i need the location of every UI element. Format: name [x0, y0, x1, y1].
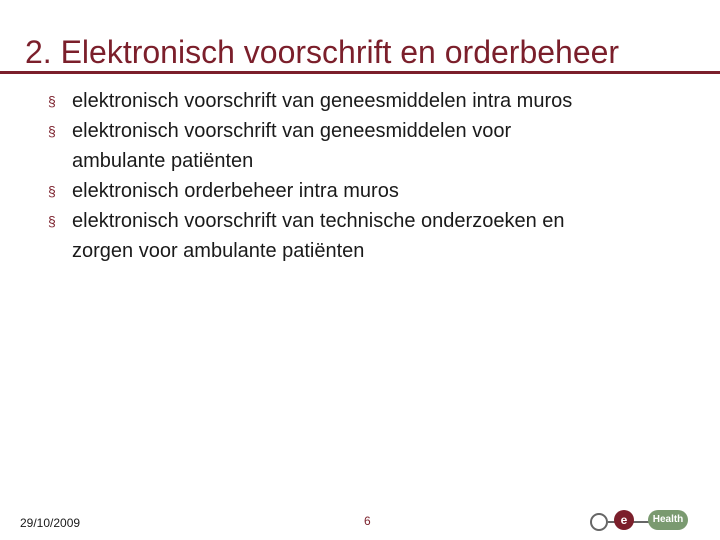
logo-e-badge: e [614, 510, 634, 530]
bullet-marker-icon: § [48, 93, 56, 109]
bullet-item [48, 116, 698, 176]
bullet-text: elektronisch orderbeheer intra muros [72, 180, 399, 202]
bullet-marker-icon: § [48, 213, 56, 229]
ehealth-logo [590, 508, 690, 536]
page-number: 6 [364, 514, 371, 528]
bullet-text-continued: ambulante patiënten [72, 150, 254, 172]
bullet-item [48, 206, 698, 266]
footer-date: 29/10/2009 [20, 516, 81, 530]
bullet-text: elektronisch voorschrift van geneesmiddelen intra muros [72, 90, 573, 112]
bullet-item [48, 86, 698, 116]
bullet-text: elektronisch voorschrift van technische onderzoeken en [72, 210, 565, 232]
bullet-text-continued: zorgen voor ambulante patiënten [72, 240, 365, 262]
logo-health-badge: Health [648, 510, 688, 530]
logo-ring-icon [590, 513, 608, 531]
bullet-marker-icon: § [48, 183, 56, 199]
bullet-item [48, 176, 698, 206]
bullet-text: elektronisch voorschrift van geneesmiddelen voor [72, 120, 512, 142]
title-divider [0, 71, 720, 74]
bullet-list [48, 86, 698, 266]
bullet-marker-icon: § [48, 123, 56, 139]
slide-title: 2. Elektronisch voorschrift en orderbeheer [25, 34, 620, 70]
